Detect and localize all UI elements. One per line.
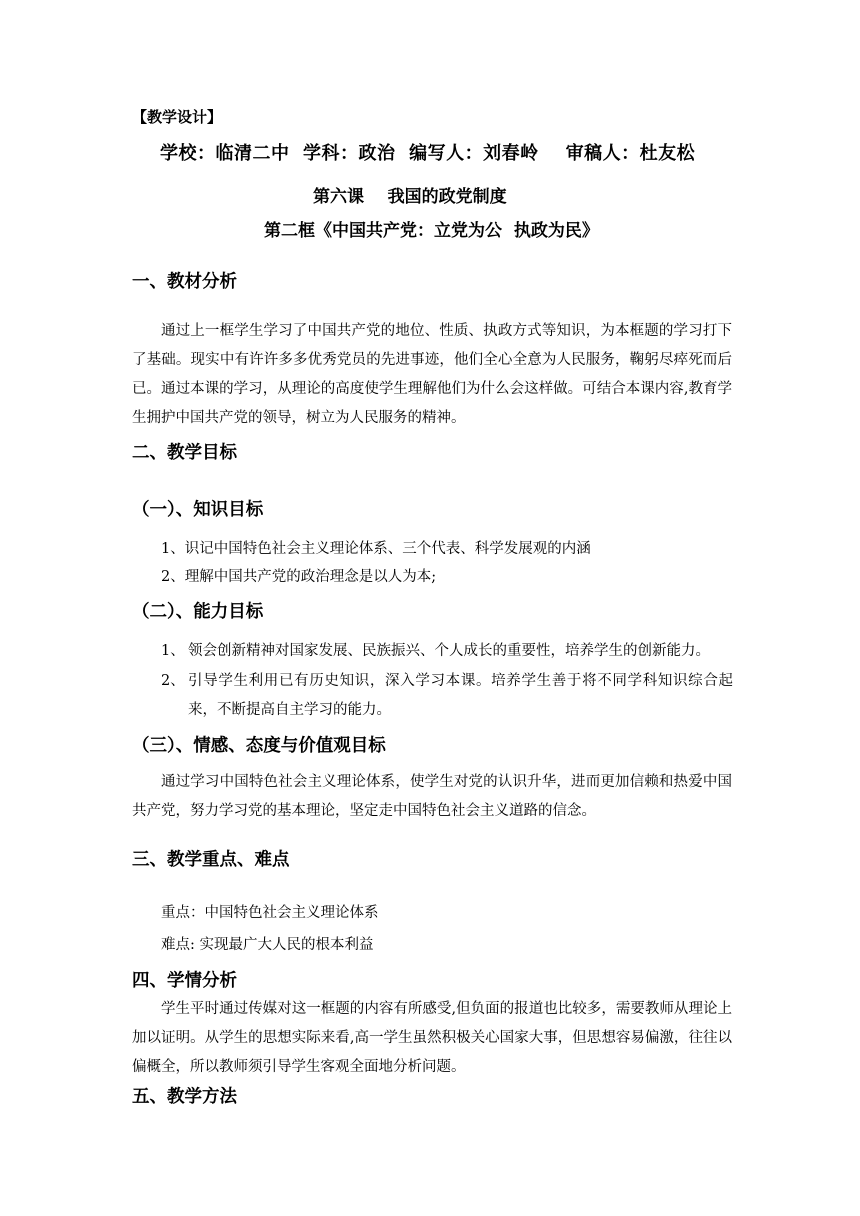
subheading-ability-objectives: （二）、能力目标	[132, 602, 264, 622]
student-analysis-paragraph: 学生平时通过传媒对这一框题的内容有所感受,但负面的报道也比较多，需要教师从理论上加以证明。从学生的思想实际来看,高一学生虽然积极关心国家大事，但思想容易偏激，往往以偏概全，所以教师须引导学生客观全面地分析问题。	[132, 1001, 732, 1075]
section-heading-teaching-objectives: 二、教学目标	[132, 443, 237, 463]
knowledge-objective-item: 2、理解中国共产党的政治理念是以人为本;	[161, 569, 437, 585]
knowledge-objective-item: 1、识记中国特色社会主义理论体系、三个代表、科学发展观的内涵	[161, 541, 591, 557]
doc-tag: 【教学设计】	[132, 108, 223, 126]
key-point: 重点：中国特色社会主义理论体系	[161, 905, 379, 921]
section-heading-teaching-methods: 五、教学方法	[132, 1087, 237, 1107]
section-heading-textbook-analysis: 一、教材分析	[132, 272, 237, 292]
header-info: 学校：临清二中 学科：政治 编写人：刘春岭 审稿人：杜友松	[160, 143, 696, 164]
ability-objective-text: 引导学生利用已有历史知识，深入学习本课。培养学生善于将不同学科知识综合起来，不断提高自主学习的能力。	[188, 673, 733, 718]
difficult-point: 难点: 实现最广大人民的根本利益	[161, 937, 374, 953]
ability-objective-text: 领会创新精神对国家发展、民族振兴、个人成长的重要性，培养学生的创新能力。	[188, 643, 710, 659]
subheading-emotion-attitude-values: （三）、情感、态度与价值观目标	[132, 736, 386, 756]
frame-title: 第二框《中国共产党：立党为公 执政为民》	[264, 221, 599, 241]
section-heading-student-analysis: 四、学情分析	[132, 971, 237, 991]
subheading-knowledge-objectives: （一）、知识目标	[132, 500, 264, 520]
emotion-attitude-values-paragraph: 通过学习中国特色社会主义理论体系，使学生对党的认识升华，进而更加信赖和热爱中国共产党，努力学习党的基本理论，坚定走中国特色社会主义道路的信念。	[132, 774, 732, 819]
section-heading-key-difficult-points: 三、教学重点、难点	[132, 850, 290, 870]
textbook-analysis-paragraph: 通过上一框学生学习了中国共产党的地位、性质、执政方式等知识，为本框题的学习打下了基础。现实中有许许多多优秀党员的先进事迹，他们全心全意为人民服务，鞠躬尽瘁死而后已。通过本课的学习，从理论的高度使学生理解他们为什么会这样做。可结合本课内容,教育学生拥护中国共产党的领导，树立为人民服务的精神。	[132, 323, 732, 426]
ability-objective-number: 1、	[161, 643, 185, 659]
lesson-title: 第六课 我国的政党制度	[313, 187, 507, 207]
ability-objective-number: 2、	[161, 673, 185, 689]
